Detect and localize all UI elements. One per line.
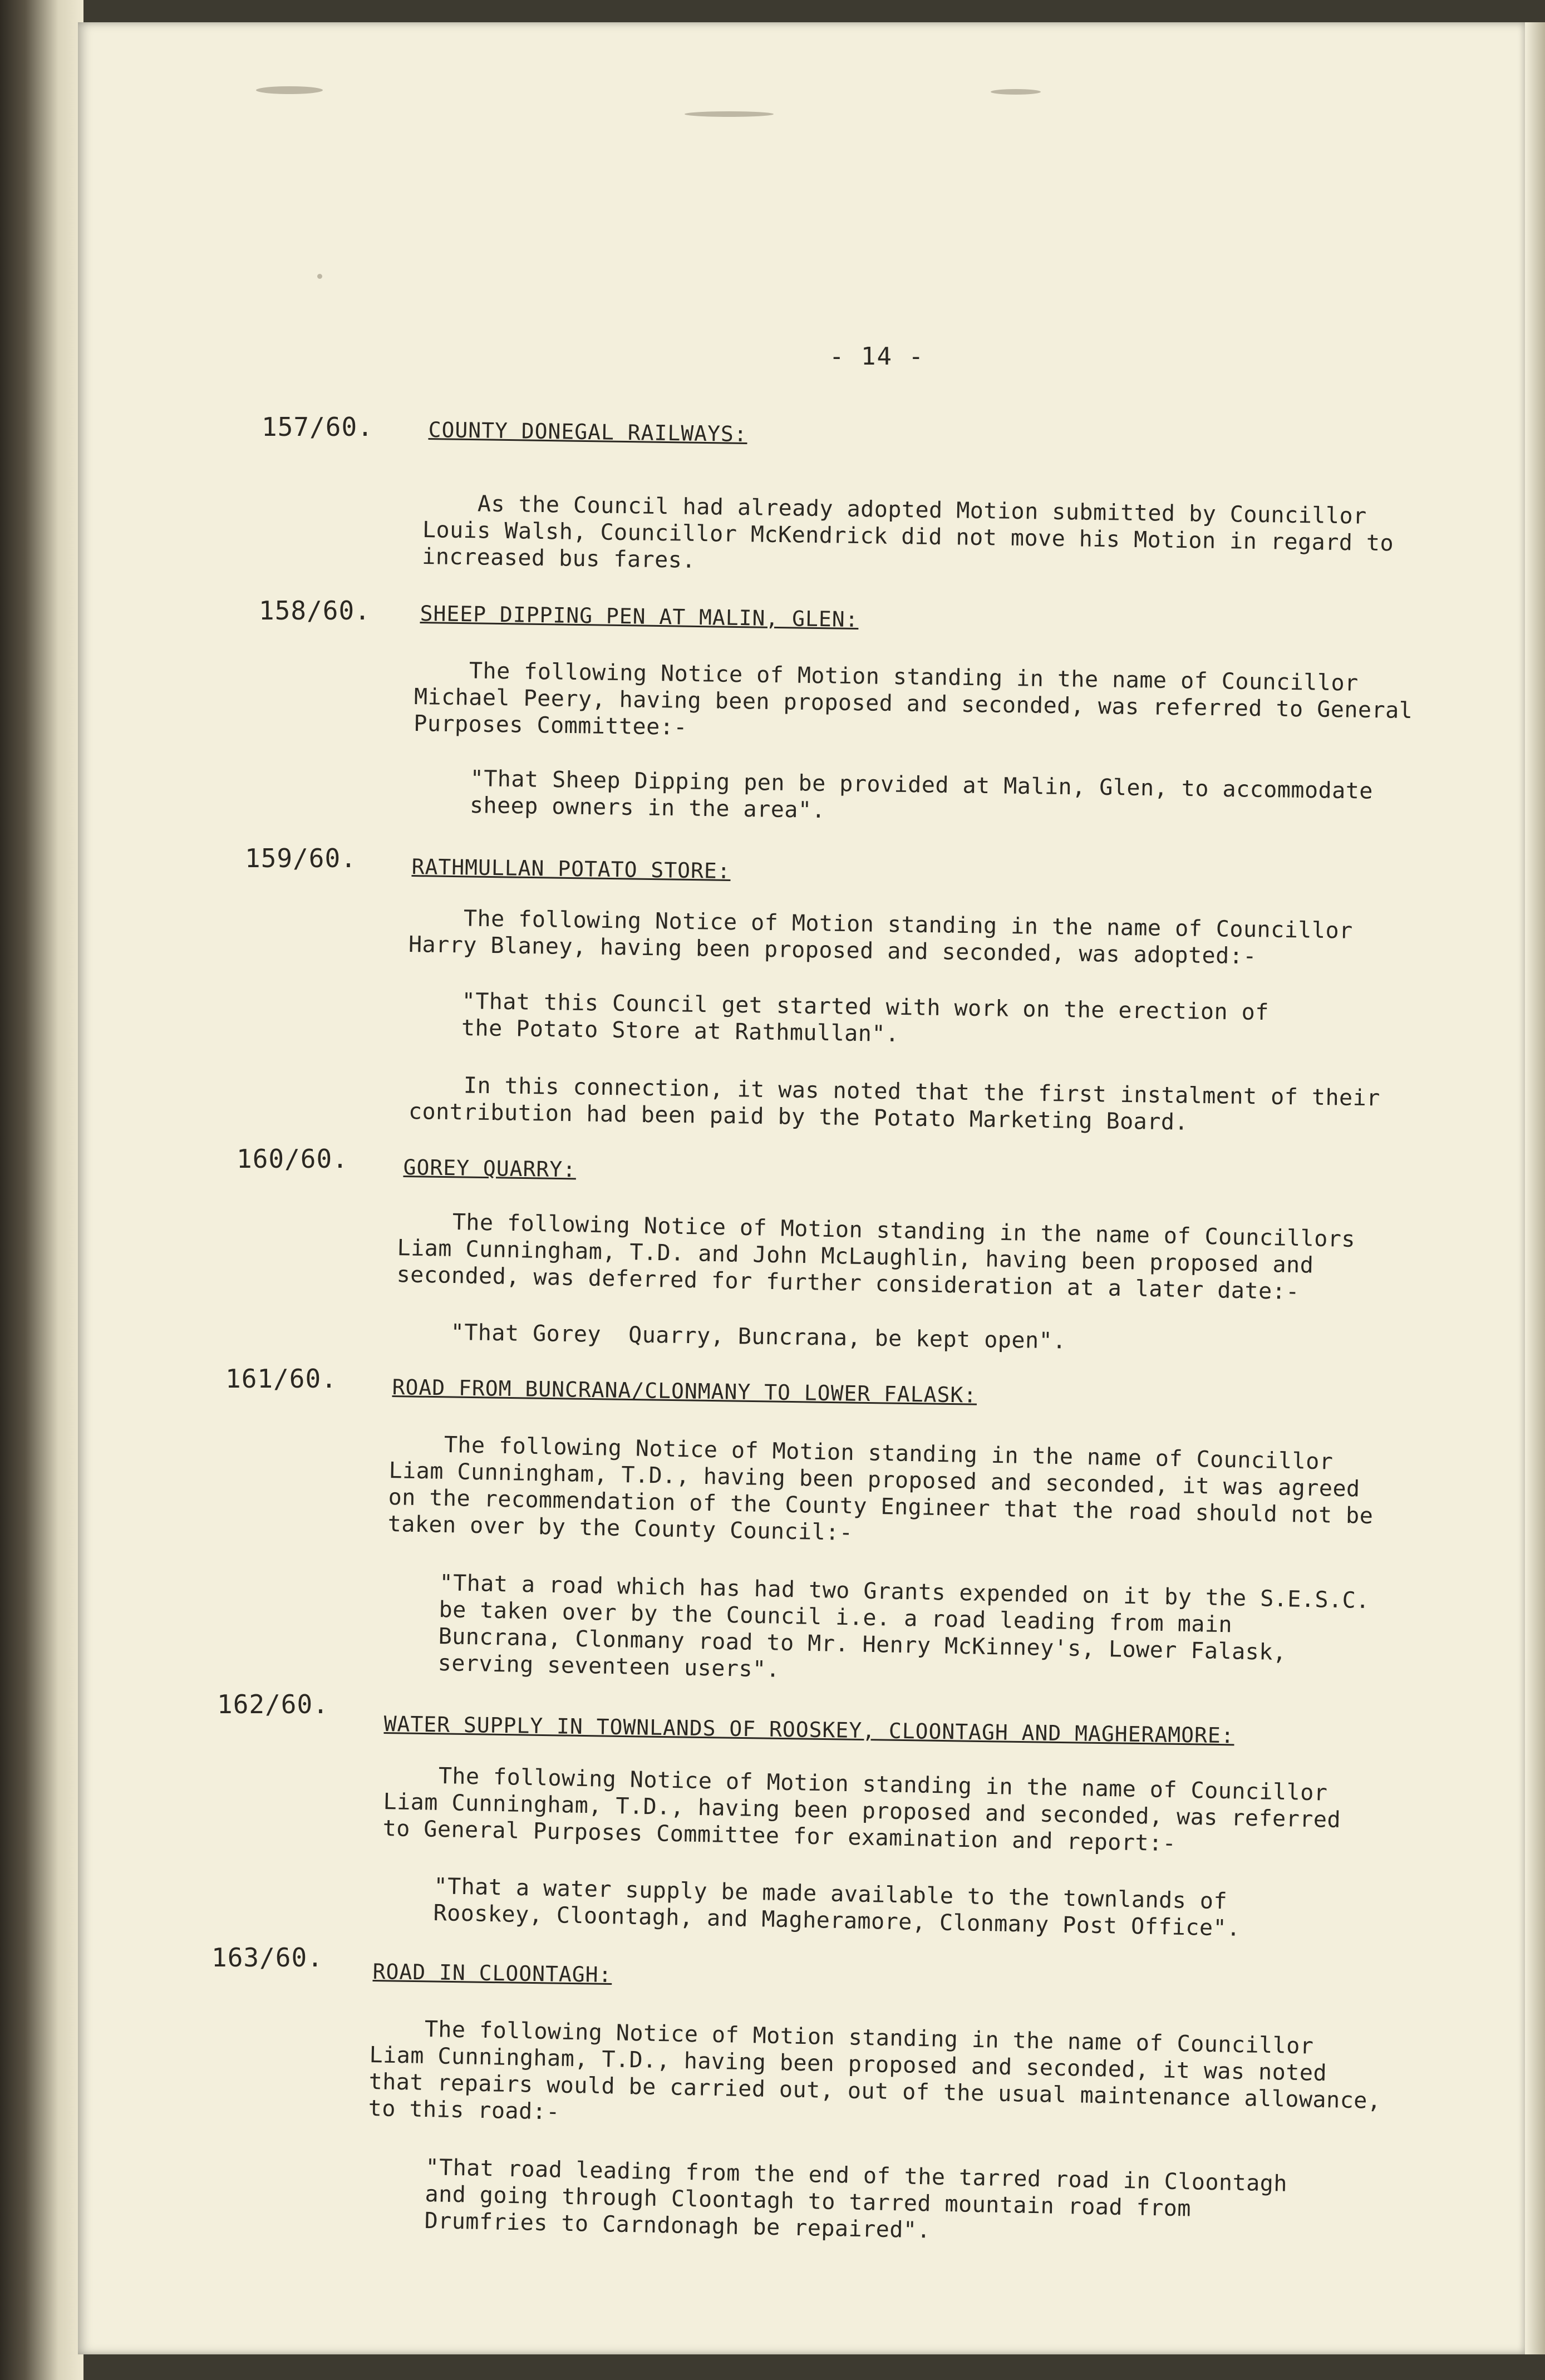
minute-ref: 157/60. xyxy=(262,412,373,442)
minute-paragraph: The following Notice of Motion standing in the name of Councillor Liam Cunningham, T.D., having been proposed and seconded, it was noted that repairs would be carried out, out of the usual maintenance allowance, to this road:- xyxy=(368,2015,1381,2125)
minute-heading: RATHMULLAN POTATO STORE: xyxy=(411,854,731,883)
page-number: - 14 - xyxy=(829,342,924,371)
document-page xyxy=(78,22,1525,2354)
motion-quote: "That road leading from the end of the tarred road in Cloontagh and going through Cloontagh to tarred mountain road from Drumfries to Carndonagh be repaired". xyxy=(424,2154,1288,2244)
minute-heading: GOREY QUARRY: xyxy=(403,1155,577,1182)
minute-paragraph: The following Notice of Motion standing in the name of Councillor Michael Peery, having been proposed and seconded, was referred to General Purposes Committee:- xyxy=(414,657,1413,740)
ink-smudge xyxy=(991,89,1041,95)
minute-ref: 160/60. xyxy=(237,1144,348,1174)
minute-heading: ROAD IN CLOONTAGH: xyxy=(372,1959,612,1987)
minute-paragraph: The following Notice of Motion standing in the name of Councillors Liam Cunningham, T.D. and John McLaughlin, having been proposed and seconded, was deferred for further consideration at a later date:- xyxy=(396,1208,1356,1305)
motion-quote: "That a water supply be made available to the townlands of Rooskey, Cloontagh, and Magheramore, Clonmany Post Office". xyxy=(433,1873,1241,1941)
book-spine xyxy=(0,0,83,2380)
minute-paragraph: As the Council had already adopted Motion submitted by Councillor Louis Walsh, Councillor McKendrick did not move his Motion in regard to increased bus fares. xyxy=(422,490,1394,573)
minute-ref: 162/60. xyxy=(217,1689,329,1719)
ink-smudge xyxy=(256,86,323,94)
minute-paragraph: In this connection, it was noted that the first instalment of their contribution had been paid by the Potato Marketing Board. xyxy=(408,1071,1381,1135)
minute-heading: COUNTY DONEGAL RAILWAYS: xyxy=(428,417,748,446)
page-edge xyxy=(1525,22,1545,2354)
minute-paragraph: The following Notice of Motion standing in the name of Councillor Liam Cunningham, T.D., having been proposed and seconded, was referred to General Purposes Committee for examination and report:- xyxy=(382,1762,1341,1857)
minute-heading: WATER SUPPLY IN TOWNLANDS OF ROOSKEY, CLOONTAGH AND MAGHERAMORE: xyxy=(383,1712,1235,1748)
minute-heading: ROAD FROM BUNCRANA/CLONMANY TO LOWER FALASK: xyxy=(392,1375,977,1408)
minute-ref: 163/60. xyxy=(211,1943,323,1973)
minute-ref: 161/60. xyxy=(225,1364,337,1394)
minute-ref: 159/60. xyxy=(245,843,357,873)
ink-smudge xyxy=(685,111,774,117)
motion-quote: "That Sheep Dipping pen be provided at Malin, Glen, to accommodate sheep owners in the area". xyxy=(469,765,1374,823)
minute-ref: 158/60. xyxy=(259,596,371,626)
minute-paragraph: The following Notice of Motion standing in the name of Councillor Harry Blaney, having been proposed and seconded, was adopted:- xyxy=(408,904,1353,970)
minute-heading: SHEEP DIPPING PEN AT MALIN, GLEN: xyxy=(420,601,859,632)
ink-smudge xyxy=(317,274,322,279)
motion-quote: "That a road which has had two Grants expended on it by the S.E.S.C. be taken over by the Council i.e. a road leading from main Buncrana, Clonmany road to Mr. Henry McKinney's, Lower Falask, serving seventeen users". xyxy=(437,1570,1370,1683)
motion-quote: "That Gorey Quarry, Buncrana, be kept open". xyxy=(450,1320,1067,1354)
minute-paragraph: The following Notice of Motion standing in the name of Councillor Liam Cunningham, T.D., having been proposed and seconded, it was agreed on the recommendation of the County Engineer that the road should not be taken over by the County Council:- xyxy=(387,1430,1374,1546)
motion-quote: "That this Council get started with work on the erection of the Potato Store at Rathmullan". xyxy=(461,988,1270,1047)
